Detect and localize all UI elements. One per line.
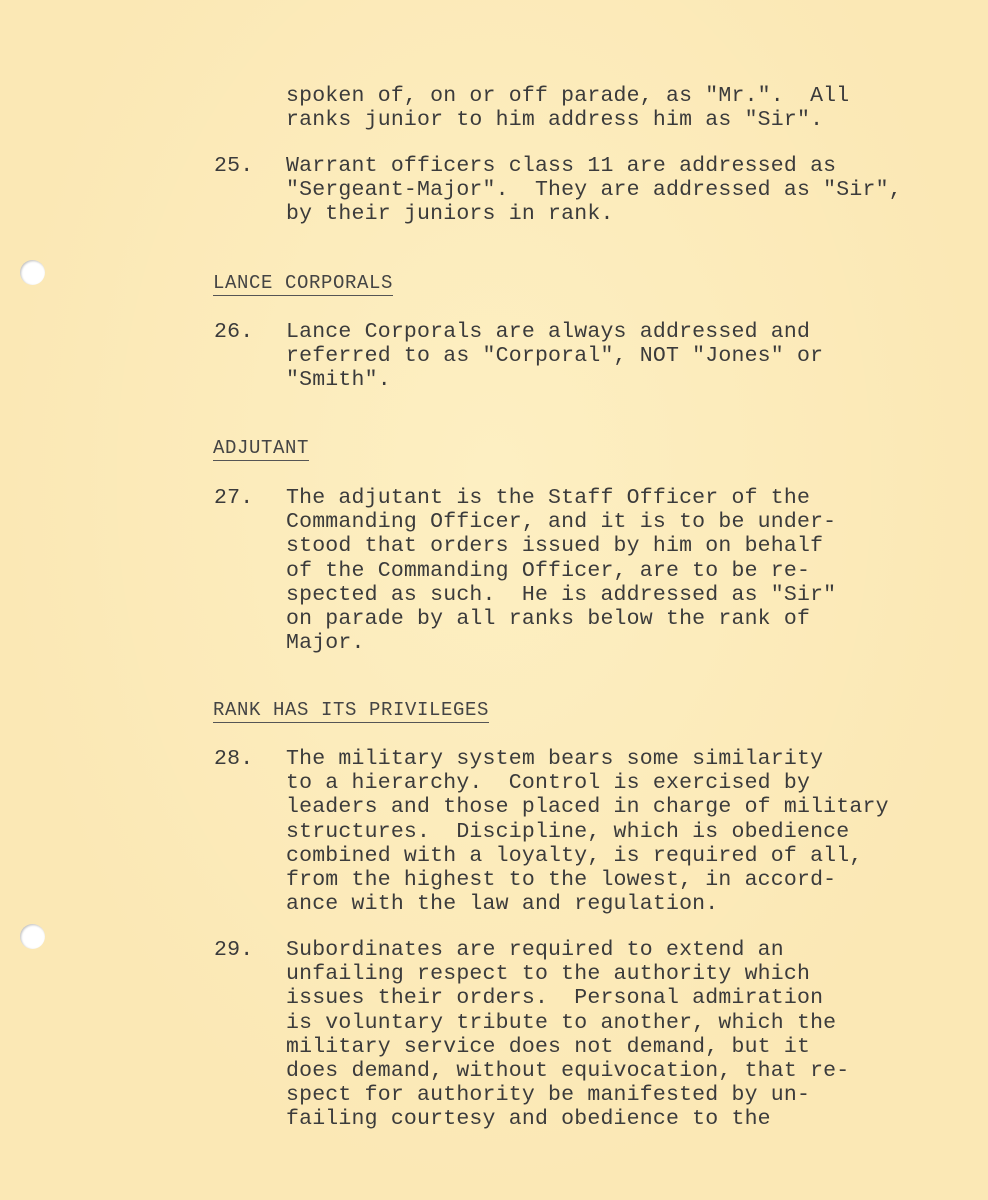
paragraph-line: from the highest to the lowest, in accord- <box>286 868 837 893</box>
paragraph-body <box>286 154 902 227</box>
paragraph-line: stood that orders issued by him on behalf <box>286 534 824 559</box>
paragraph-body <box>286 320 823 393</box>
heading-rank-privileges: RANK HAS ITS PRIVILEGES <box>213 699 490 721</box>
paragraph-line: is voluntary tribute to another, which the <box>286 1010 837 1035</box>
paragraph-line: unfailing respect to the authority which <box>286 962 811 987</box>
paragraph-line: Subordinates are required to extend an <box>286 938 784 962</box>
paragraph-line: of the Commanding Officer, are to be re- <box>286 558 811 583</box>
intro-line: spoken of, on or off parade, as "Mr.". All <box>286 84 850 108</box>
punch-hole-top <box>20 260 45 285</box>
intro-line: ranks junior to him address him as "Sir". <box>286 108 824 133</box>
paragraph-line: The adjutant is the Staff Officer of the <box>286 486 811 510</box>
paragraph-body <box>286 747 889 916</box>
paragraph-line: by their juniors in rank. <box>286 202 614 227</box>
heading-adjutant: ADJUTANT <box>213 437 310 459</box>
paragraph-line: leaders and those placed in charge of military <box>286 795 889 820</box>
paragraph-line: to a hierarchy. Control is exercised by <box>286 771 811 796</box>
paragraph-line: spect for authority be manifested by un- <box>286 1083 811 1108</box>
paragraph-line: The military system bears some similarity <box>286 747 824 771</box>
paragraph-line: "Sergeant-Major". They are addressed as "Sir", <box>286 178 902 203</box>
paragraph-line: issues their orders. Personal admiration <box>286 986 824 1011</box>
paragraph-line: does demand, without equivocation, that re- <box>286 1059 850 1084</box>
paragraph-line: failing courtesy and obedience to the <box>286 1107 771 1132</box>
paragraph-number: 29. <box>214 938 254 962</box>
paragraph-number: 25. <box>214 154 254 178</box>
paragraph-line: combined with a loyalty, is required of all, <box>286 843 863 868</box>
paragraph-line: on parade by all ranks below the rank of <box>286 607 811 632</box>
paragraph-line: Commanding Officer, and it is to be under- <box>286 510 837 535</box>
paragraph-line: military service does not demand, but it <box>286 1034 811 1059</box>
paragraph-body <box>286 938 849 1132</box>
paragraph-number: 27. <box>214 486 254 510</box>
paragraph-line: Major. <box>286 631 365 656</box>
paragraph-body <box>286 486 836 655</box>
paragraph-line: Lance Corporals are always addressed and <box>286 320 811 344</box>
paragraph-line: "Smith". <box>286 368 391 393</box>
paragraph-line: spected as such. He is addressed as "Sir" <box>286 582 837 607</box>
punch-hole-bottom <box>20 924 45 949</box>
paragraph-line: Warrant officers class 11 are addressed as <box>286 154 837 178</box>
paragraph-number: 28. <box>214 747 254 771</box>
paragraph-line: referred to as "Corporal", NOT "Jones" or <box>286 344 824 369</box>
heading-lance-corporals: LANCE CORPORALS <box>213 272 394 294</box>
paragraph-number: 26. <box>214 320 254 344</box>
paragraph-line: structures. Discipline, which is obedience <box>286 819 850 844</box>
paragraph-line: ance with the law and regulation. <box>286 892 719 917</box>
intro-continuation <box>286 84 849 132</box>
